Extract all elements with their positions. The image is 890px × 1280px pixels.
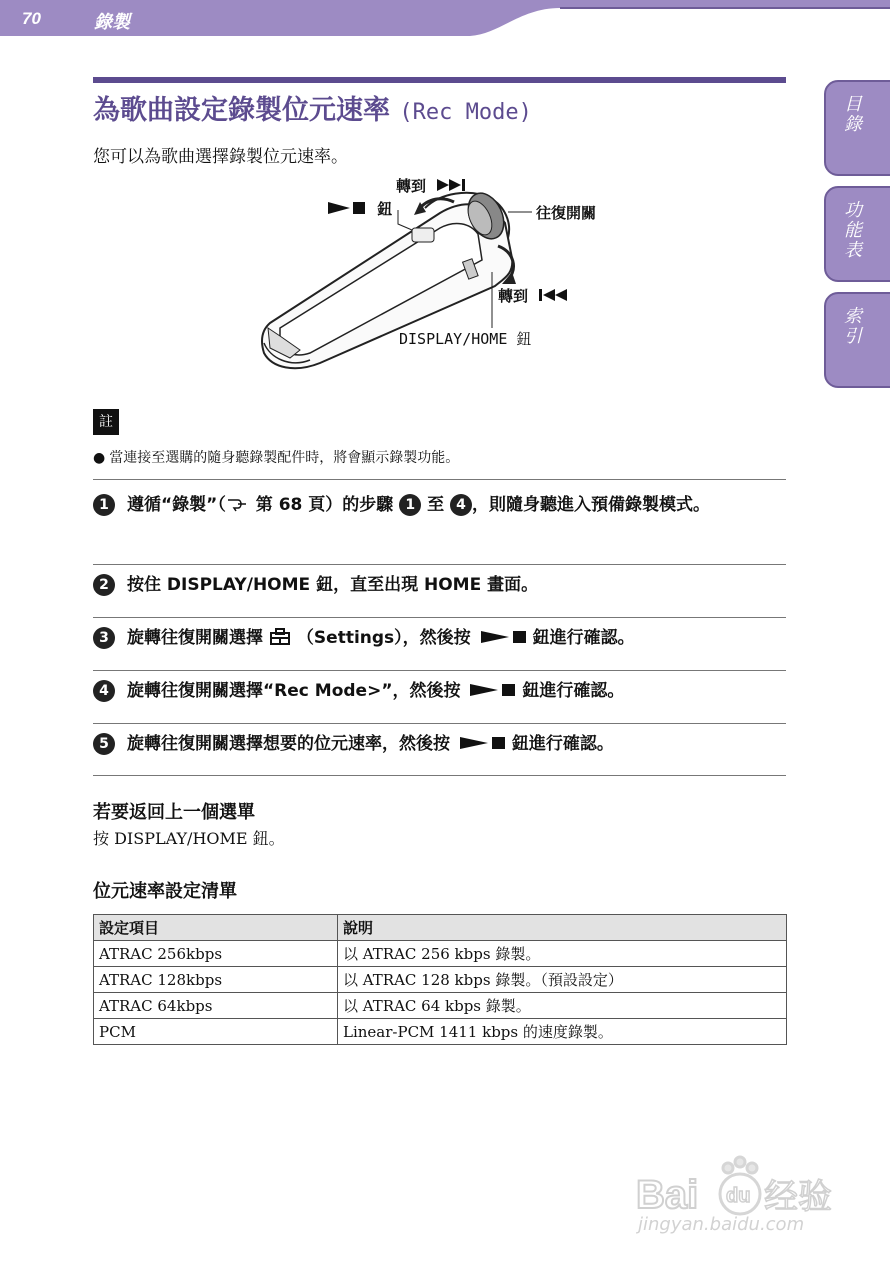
step-5: 5 旋轉往復開關選擇想要的位元速率，然後按 鈕進行確認。: [93, 731, 786, 758]
tab-menu[interactable]: [824, 186, 890, 282]
column-header: 說明: [338, 915, 787, 941]
label-turn-next: 轉到: [396, 175, 475, 196]
page-header: [0, 0, 890, 38]
bitrate-table: [93, 914, 787, 1045]
ref-step-number: 4: [450, 494, 472, 516]
column-header: 設定項目: [94, 915, 338, 941]
table-header-row: [94, 915, 787, 941]
label-display-home: DISPLAY/HOME 鈕: [399, 330, 532, 348]
title-rule: [93, 77, 786, 83]
svg-text:Bai: Bai: [636, 1173, 699, 1217]
table-row: [94, 1019, 787, 1045]
page-title: [93, 88, 532, 127]
note-text: ● 當連接至選購的隨身聽錄製配件時，將會顯示錄製功能。: [93, 450, 460, 466]
label-shuttle-switch: 往復開關: [536, 204, 597, 222]
table-cell: ATRAC 64kbps: [94, 993, 338, 1019]
page-ref-icon: [226, 496, 250, 512]
note-badge: 註: [93, 409, 119, 435]
next-track-icon: [437, 179, 475, 191]
settings-icon: [269, 628, 291, 646]
watermark-url: jingyan.baidu.com: [638, 1214, 805, 1235]
step-number: 3: [93, 627, 115, 649]
table-row: [94, 967, 787, 993]
table-cell: ATRAC 128kbps: [94, 967, 338, 993]
step-number: 5: [93, 733, 115, 755]
table-cell: 以 ATRAC 128 kbps 錄製。（預設設定）: [338, 967, 787, 993]
intro-text: 您可以為歌曲選擇錄製位元速率。: [93, 147, 348, 167]
tab-index-label: 索引: [841, 306, 862, 346]
return-heading: 若要返回上一個選單: [93, 802, 255, 823]
step-number: 1: [93, 494, 115, 516]
table-cell: ATRAC 256kbps: [94, 941, 338, 967]
play-stop-icon: [460, 736, 508, 750]
page-title-en: (Rec Mode): [399, 100, 532, 125]
step-divider: [93, 479, 786, 480]
step-3: 3 旋轉往復開關選擇 （Settings），然後按 鈕進行確認。: [93, 625, 786, 652]
play-stop-icon: [328, 202, 368, 214]
table-row: [94, 993, 787, 1019]
step-divider: [93, 775, 786, 776]
table-cell: Linear-PCM 1411 kbps 的速度錄製。: [338, 1019, 787, 1045]
tab-index[interactable]: [824, 292, 890, 388]
table-cell: 以 ATRAC 64 kbps 錄製。: [338, 993, 787, 1019]
tab-contents[interactable]: [824, 80, 890, 176]
play-stop-icon: [481, 630, 529, 644]
table-cell: 以 ATRAC 256 kbps 錄製。: [338, 941, 787, 967]
step-divider: [93, 564, 786, 565]
prev-track-icon: [539, 289, 575, 301]
note-bullet: ●: [93, 450, 106, 466]
return-body: 按 DISPLAY/HOME 鈕。: [93, 829, 285, 848]
step-number: 2: [93, 574, 115, 596]
step-4: 4 旋轉往復開關選擇“Rec Mode>”，然後按 鈕進行確認。: [93, 678, 786, 705]
step-divider: [93, 723, 786, 724]
device-illustration: [250, 168, 630, 378]
page-number: 70: [22, 9, 41, 28]
ref-step-number: 1: [399, 494, 421, 516]
table-row: [94, 941, 787, 967]
svg-text:经验: 经验: [764, 1177, 832, 1217]
step-1: 1 遵循“錄製”（ 第 68 頁）的步驟 1 至 4 ，則隨身聽進入預備錄製模式。: [93, 492, 786, 519]
page-title-text: 為歌曲設定錄製位元速率: [93, 95, 390, 126]
label-play-button: 鈕: [328, 198, 392, 219]
tab-contents-label: 目錄: [841, 94, 862, 134]
play-stop-icon: [470, 683, 518, 697]
step-divider: [93, 670, 786, 671]
step-2: 2 按住 DISPLAY/HOME 鈕，直至出現 HOME 畫面。: [93, 572, 786, 599]
header-band: [0, 0, 890, 38]
baidu-watermark-logo: [632, 1150, 842, 1250]
tab-menu-label: 功能表: [841, 200, 862, 260]
step-number: 4: [93, 680, 115, 702]
svg-text:du: du: [726, 1185, 751, 1207]
bitrate-list-heading: 位元速率設定清單: [93, 881, 237, 902]
label-turn-prev: 轉到: [498, 285, 575, 306]
section-name: 錄製: [94, 12, 130, 33]
table-cell: PCM: [94, 1019, 338, 1045]
step-divider: [93, 617, 786, 618]
